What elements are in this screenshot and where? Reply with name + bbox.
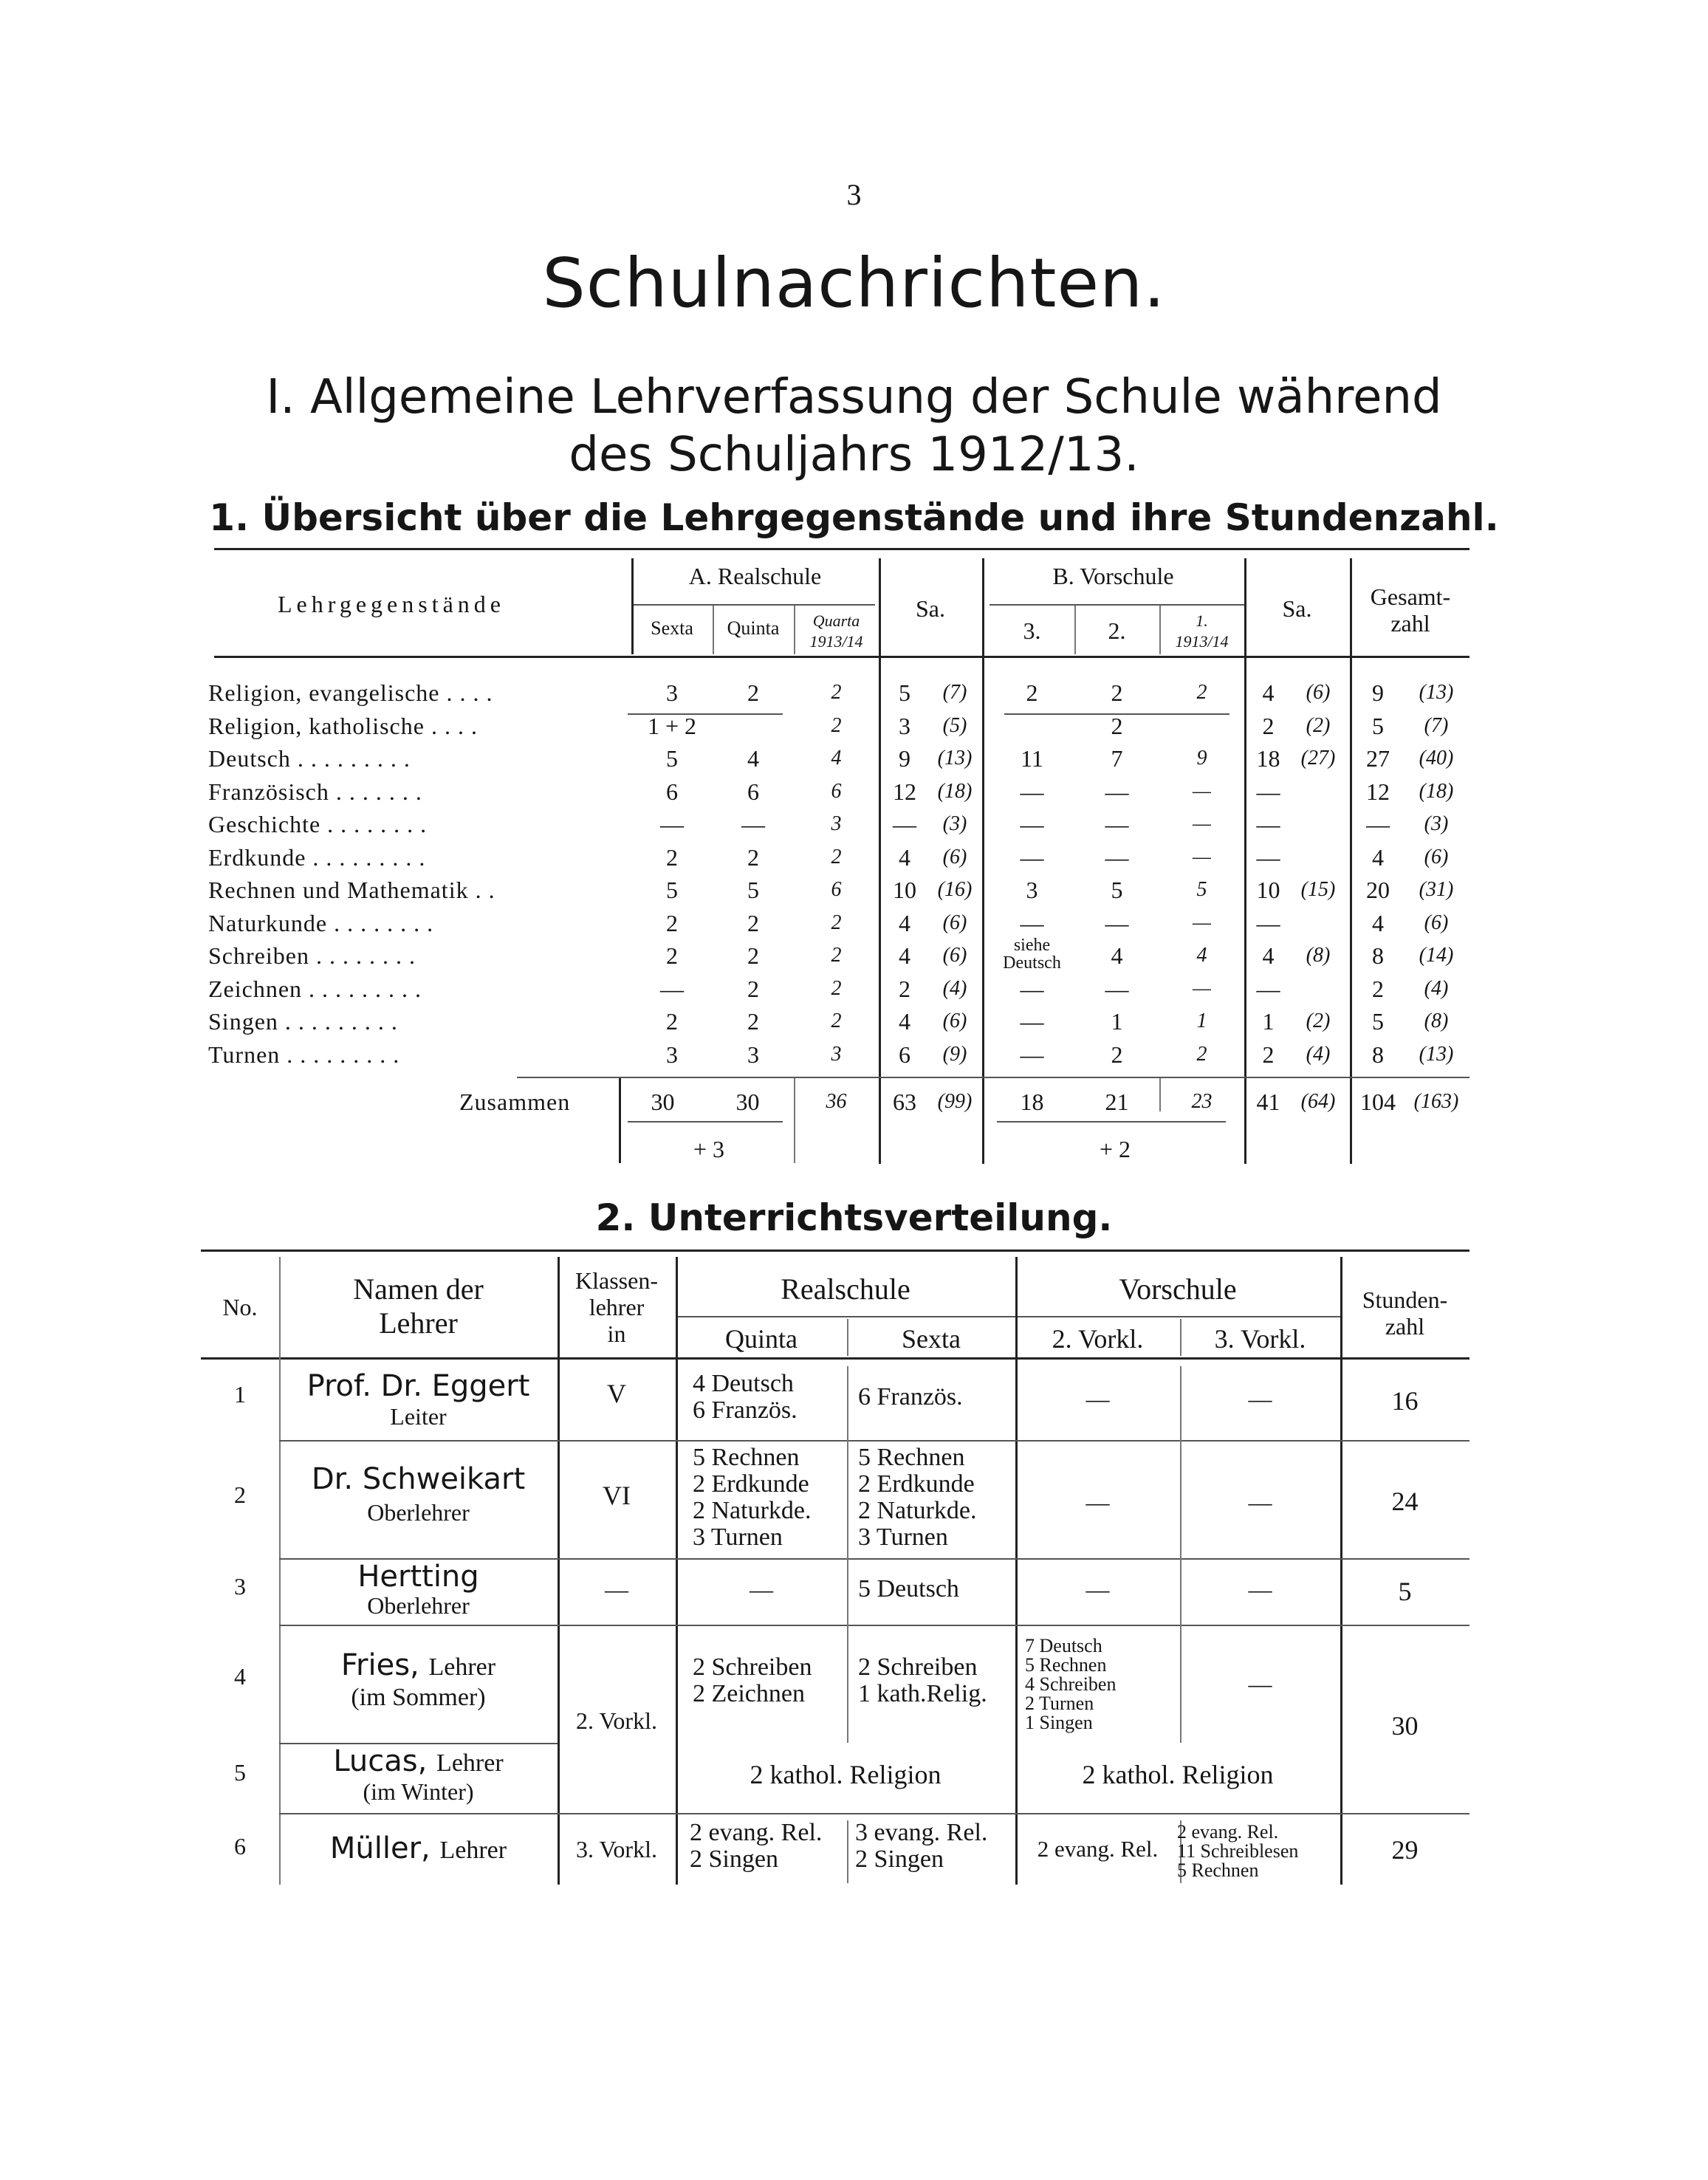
cell-total-p: (40) — [1419, 747, 1454, 769]
header-quinta: Quinta — [727, 617, 780, 639]
cell-quarta: 4 — [831, 747, 842, 769]
cell-quarta: 3 — [831, 1042, 842, 1066]
cell-sa: 4 — [899, 942, 910, 969]
cell-v1: — — [1193, 779, 1211, 803]
cell-sa-p: (7) — [942, 681, 967, 704]
sum-total: 104 — [1360, 1089, 1396, 1115]
cell-sa-p: (5) — [942, 713, 967, 737]
t2-row2-quinta: 5 Rechnen 2 Erdkunde 2 Naturkde. 3 Turnen — [693, 1444, 812, 1551]
t2-row6-sexta: 3 evang. Rel. 2 Singen — [855, 1819, 988, 1873]
cell-sa-p: (9) — [942, 1042, 967, 1066]
cell-sa2: — — [1256, 778, 1280, 805]
subject-label: Deutsch . . . . . . . . . — [208, 745, 411, 772]
cell-sa: 3 — [899, 712, 910, 739]
cell-sa-p: (6) — [942, 911, 967, 934]
header-v3: 3. — [1023, 617, 1041, 644]
t2-row45-klass: 2. Vorkl. — [576, 1707, 657, 1734]
cell-sa: 10 — [893, 877, 916, 903]
cell-v3: — — [1020, 975, 1044, 1002]
subject-label: Naturkunde . . . . . . . . — [208, 909, 434, 936]
cell-v2: 2 — [1111, 679, 1123, 706]
cell-v2: 2 — [1111, 1041, 1123, 1068]
cell-quinta: 2 — [747, 909, 759, 936]
t2-header-realschule: Realschule — [781, 1272, 910, 1306]
cell-v1: — — [1193, 845, 1211, 868]
t2-header-stunden-2: zahl — [1385, 1313, 1425, 1340]
cell-v3: — — [1020, 843, 1044, 871]
cell-quinta: 6 — [747, 778, 759, 805]
cell-sexta: 5 — [666, 745, 678, 772]
t2-row2-klass: VI — [603, 1481, 631, 1510]
cell-sa2: — — [1256, 843, 1280, 871]
cell-sa: 5 — [899, 679, 910, 706]
cell-total-p: (18) — [1419, 779, 1454, 803]
header-quarta: Quarta — [812, 611, 860, 630]
cell-quinta: 2 — [747, 679, 759, 706]
t2-row1-klass: V — [607, 1379, 626, 1408]
sum-sa: 63 — [893, 1089, 916, 1115]
cell-sexta: 6 — [666, 778, 678, 805]
cell-sa: 9 — [899, 745, 910, 772]
t2-row45-hours: 30 — [1391, 1711, 1419, 1741]
cell-v3: 11 — [1021, 745, 1043, 772]
cell-v2: — — [1105, 975, 1129, 1002]
cell-sa2-p: (27) — [1300, 747, 1336, 769]
cell-quinta: 4 — [747, 745, 759, 772]
t2-row1-v2: — — [1085, 1385, 1110, 1412]
cell-total: — — [1366, 811, 1390, 837]
cell-sa2-p: (8) — [1306, 944, 1331, 967]
t2-row4-v3: — — [1248, 1670, 1272, 1697]
t2-row1-no: 1 — [234, 1381, 246, 1408]
subject-label: Rechnen und Mathematik . . — [208, 877, 495, 903]
cell-sa2: 1 — [1262, 1008, 1275, 1035]
subject-label: Französisch . . . . . . . — [208, 778, 422, 805]
t2-row5-realschule: 2 kathol. Religion — [750, 1760, 942, 1789]
t2-row3-klass: — — [605, 1576, 628, 1603]
t2-header-sexta: Sexta — [902, 1324, 961, 1354]
header-v2: 2. — [1108, 617, 1126, 644]
cell-v3: siehe Deutsch — [1003, 936, 1061, 973]
cell-quarta: 2 — [831, 845, 842, 868]
t2-row4-quinta: 2 Schreiben 2 Zeichnen — [693, 1653, 812, 1707]
cell-sa: 4 — [899, 909, 910, 936]
heading-line-1: I. Allgemeine Lehrverfassung der Schule während — [266, 370, 1442, 425]
cell-v2: — — [1105, 778, 1129, 805]
cell-quinta: 5 — [747, 877, 759, 903]
cell-quarta: 2 — [831, 713, 842, 737]
t2-row4-name-main: Fries, — [340, 1648, 419, 1682]
cell-sa2: 18 — [1256, 745, 1280, 772]
cell-quarta: 2 — [831, 976, 842, 1000]
header-subjects: Lehrgegenstände — [278, 591, 505, 617]
cell-sexta: 1 + 2 — [647, 712, 697, 739]
cell-sa2: 2 — [1262, 1041, 1275, 1068]
cell-v3: 2 — [1026, 679, 1038, 706]
cell-v1: — — [1193, 976, 1211, 1000]
cell-total-p: (7) — [1424, 713, 1449, 737]
header-total-1: Gesamt- — [1370, 583, 1451, 610]
header-total-2: zahl — [1390, 610, 1430, 637]
header-group-b: B. Vorschule — [1052, 563, 1174, 589]
cell-total-p: (13) — [1419, 681, 1454, 704]
cell-v3: — — [1020, 811, 1044, 837]
section2-title: 2. Unterrichtsverteilung. — [595, 1196, 1113, 1239]
page-number: 3 — [846, 178, 862, 211]
t2-header-quinta: Quinta — [725, 1324, 798, 1354]
cell-sa2-p: (15) — [1300, 878, 1336, 901]
heading-line-2: des Schuljahrs 1912/13. — [569, 428, 1139, 482]
cell-v2: 5 — [1111, 877, 1123, 903]
t2-header-klass-1: Klassen- — [575, 1267, 658, 1294]
t2-row2-role: Oberlehrer — [367, 1499, 470, 1526]
cell-v1: — — [1193, 812, 1211, 835]
cell-total-p: (8) — [1424, 1010, 1449, 1032]
sum-sa2: 41 — [1256, 1089, 1280, 1115]
cell-total-p: (6) — [1424, 911, 1449, 934]
cell-sa-p: (4) — [942, 976, 967, 1000]
cell-sexta: 2 — [666, 843, 678, 871]
cell-v3: — — [1020, 778, 1044, 805]
t2-row6-v2: 2 evang. Rel. — [1037, 1836, 1159, 1862]
t2-row3-v3: — — [1248, 1576, 1272, 1603]
cell-v2: — — [1105, 843, 1129, 871]
cell-v2: — — [1105, 811, 1129, 837]
header-quarta-year: 1913/14 — [809, 632, 863, 651]
cell-sa-p: (6) — [942, 944, 967, 967]
cell-v1: 1 — [1196, 1010, 1207, 1032]
cell-v1: 5 — [1196, 878, 1207, 901]
cell-sa: 4 — [899, 1008, 910, 1035]
cell-sa2: — — [1256, 811, 1280, 837]
cell-sa2: 10 — [1256, 877, 1280, 903]
t2-row3-name: Hertting — [357, 1560, 479, 1594]
cell-total: 12 — [1366, 778, 1390, 805]
cell-total-p: (6) — [1424, 845, 1449, 868]
cell-total: 4 — [1372, 909, 1384, 936]
subject-label: Religion, katholische . . . . — [208, 712, 478, 739]
header-v1-year: 1913/14 — [1175, 632, 1229, 651]
cell-v2: 1 — [1111, 1008, 1123, 1035]
t2-row6-v3: 2 evang. Rel. 11 Schreiblesen 5 Rechnen — [1177, 1821, 1299, 1881]
t2-row3-no: 3 — [234, 1573, 246, 1600]
t2-row6-no: 6 — [234, 1833, 246, 1859]
t2-row4-no: 4 — [234, 1663, 246, 1690]
header-group-a: A. Realschule — [688, 563, 822, 589]
t2-header-vorkl3: 3. Vorkl. — [1214, 1324, 1306, 1354]
cell-sa-p: (18) — [937, 779, 973, 803]
header-v1: 1. — [1196, 611, 1208, 630]
cell-total: 5 — [1372, 712, 1384, 739]
cell-sa-p: (3) — [942, 812, 967, 835]
cell-sexta: 2 — [666, 909, 678, 936]
cell-quarta: 3 — [831, 812, 842, 835]
sum-extra-b: + 2 — [1099, 1136, 1131, 1162]
cell-v2: — — [1105, 909, 1129, 936]
t2-header-klass-3: in — [607, 1320, 626, 1347]
t2-row3-v2: — — [1085, 1576, 1110, 1603]
cell-v3: — — [1020, 909, 1044, 936]
cell-v3: — — [1020, 1041, 1044, 1068]
cell-sa2: — — [1256, 909, 1280, 936]
cell-total: 5 — [1372, 1008, 1384, 1035]
t2-row6-hours: 29 — [1391, 1835, 1419, 1865]
t2-row4-sexta: 2 Schreiben 1 kath.Relig. — [858, 1653, 987, 1707]
cell-sa-p: (6) — [942, 1010, 967, 1032]
header-sexta: Sexta — [651, 617, 693, 639]
cell-sa2-p: (2) — [1306, 713, 1331, 737]
cell-v1: 9 — [1196, 747, 1207, 769]
subject-label: Turnen . . . . . . . . . — [208, 1041, 400, 1068]
cell-quinta: 3 — [747, 1041, 759, 1068]
cell-sa2-p: (6) — [1306, 681, 1331, 704]
cell-total: 9 — [1372, 679, 1384, 706]
cell-sa: — — [893, 811, 916, 837]
section1-title: 1. Übersicht über die Lehrgegenstände und ihre Stundenzahl. — [209, 496, 1499, 539]
t2-row6-name — [279, 1831, 558, 1865]
t2-header-names-2: Lehrer — [379, 1306, 458, 1340]
cell-sa: 12 — [893, 778, 916, 805]
t2-row2-sexta: 5 Rechnen 2 Erdkunde 2 Naturkde. 3 Turnen — [858, 1444, 977, 1551]
page-title: Schulnachrichten. — [542, 244, 1166, 323]
cell-total-p: (3) — [1424, 812, 1449, 835]
t2-row2-v3: — — [1248, 1489, 1272, 1515]
t2-header-vorkl2: 2. Vorkl. — [1052, 1324, 1144, 1354]
cell-v3: — — [1020, 1008, 1044, 1035]
sum-quinta: 30 — [735, 1089, 760, 1115]
cell-v1: 4 — [1196, 944, 1207, 967]
t2-row1-role: Leiter — [390, 1403, 447, 1430]
t2-row2-v2: — — [1085, 1489, 1110, 1515]
cell-sa-p: (6) — [942, 845, 967, 868]
cell-sa2: 4 — [1262, 942, 1275, 969]
t2-row4-name-suffix: Lehrer — [428, 1653, 496, 1681]
sum-sa2-paren: (64) — [1300, 1090, 1336, 1113]
t2-row3-quinta: — — [750, 1576, 773, 1603]
t2-row6-klass: 3. Vorkl. — [576, 1836, 657, 1862]
cell-total: 20 — [1366, 877, 1390, 903]
t2-row4-v2: 7 Deutsch 5 Rechnen 4 Schreiben 2 Turnen 1 Singen — [1025, 1635, 1117, 1733]
t2-header-names-1: Namen der — [353, 1272, 484, 1306]
cell-total: 8 — [1372, 1041, 1384, 1068]
cell-sexta: 2 — [666, 942, 678, 969]
cell-quarta: 2 — [831, 1010, 842, 1032]
sum-v3: 18 — [1020, 1089, 1044, 1115]
cell-quinta: 2 — [747, 975, 759, 1002]
cell-sexta: 3 — [666, 1041, 678, 1068]
cell-quinta: 2 — [747, 1008, 759, 1035]
cell-sa2: — — [1256, 975, 1280, 1002]
t2-row1-sexta: 6 Französ. — [858, 1383, 963, 1411]
t2-row3-sexta: 5 Deutsch — [858, 1575, 959, 1603]
cell-sexta: — — [660, 975, 684, 1002]
t2-row5-role: (im Winter) — [363, 1778, 474, 1805]
cell-quinta: — — [741, 811, 765, 837]
sum-v1: 23 — [1191, 1090, 1213, 1113]
cell-total: 8 — [1372, 942, 1384, 969]
sum-label: Zusammen — [459, 1089, 571, 1115]
cell-total: 2 — [1372, 975, 1384, 1002]
t2-header-vorschule: Vorschule — [1119, 1272, 1237, 1306]
cell-v2: 4 — [1111, 942, 1123, 969]
t2-row2-no: 2 — [234, 1481, 246, 1508]
t2-row5-name — [279, 1744, 558, 1778]
cell-sa2: 2 — [1262, 712, 1275, 739]
cell-sa: 6 — [899, 1041, 910, 1068]
t2-row4-name — [279, 1648, 558, 1682]
subject-label: Schreiben . . . . . . . . — [208, 942, 416, 969]
cell-sexta: — — [660, 811, 684, 837]
cell-sexta: 5 — [666, 877, 678, 903]
cell-sexta: 2 — [666, 1008, 678, 1035]
cell-sexta: 3 — [666, 679, 678, 706]
cell-quarta: 6 — [831, 878, 842, 901]
header-sa: Sa. — [916, 595, 945, 622]
cell-total: 27 — [1366, 745, 1390, 772]
sum-total-paren: (163) — [1413, 1090, 1459, 1113]
subject-label: Religion, evangelische . . . . — [208, 679, 493, 706]
cell-quarta: 2 — [831, 944, 842, 967]
t2-header-no: No. — [222, 1294, 258, 1320]
cell-quinta: 2 — [747, 942, 759, 969]
sum-extra-a: + 3 — [693, 1136, 725, 1162]
t2-row6-quinta: 2 evang. Rel. 2 Singen — [690, 1819, 823, 1873]
t2-row6-name-main: Müller, — [329, 1831, 431, 1865]
cell-v1: 2 — [1196, 681, 1207, 704]
t2-row5-name-main: Lucas, — [333, 1744, 428, 1778]
t2-row3-role: Oberlehrer — [367, 1592, 470, 1619]
cell-v1: 2 — [1196, 1042, 1207, 1066]
cell-sa: 2 — [899, 975, 910, 1002]
subject-label: Zeichnen . . . . . . . . . — [208, 975, 422, 1002]
sum-sa-paren: (99) — [937, 1090, 973, 1113]
subject-label: Erdkunde . . . . . . . . . — [208, 843, 426, 871]
cell-sa: 4 — [899, 843, 910, 871]
t2-row5-vorschule: 2 kathol. Religion — [1082, 1760, 1274, 1789]
t2-header-stunden-1: Stunden- — [1362, 1286, 1448, 1313]
t2-row5-name-suffix: Lehrer — [436, 1749, 504, 1777]
cell-total-p: (13) — [1419, 1042, 1454, 1066]
cell-quinta: 2 — [747, 843, 759, 871]
cell-total-p: (4) — [1424, 976, 1449, 1000]
header-sa2: Sa. — [1282, 595, 1312, 622]
t2-row4-role: (im Sommer) — [351, 1684, 486, 1711]
sum-quarta: 36 — [826, 1090, 847, 1113]
cell-quarta: 2 — [831, 681, 842, 704]
t2-row6-name-suffix: Lehrer — [439, 1837, 507, 1864]
t2-row5-no: 5 — [234, 1759, 246, 1786]
subject-label: Geschichte . . . . . . . . — [208, 811, 428, 837]
sum-v2: 21 — [1105, 1089, 1129, 1115]
cell-total: 4 — [1372, 843, 1384, 871]
cell-quarta: 6 — [831, 779, 842, 803]
t2-row3-hours: 5 — [1398, 1577, 1412, 1606]
cell-v1: — — [1193, 911, 1211, 934]
t2-row2-hours: 24 — [1391, 1487, 1419, 1516]
t2-header-klass-2: lehrer — [589, 1294, 645, 1320]
sum-sexta: 30 — [651, 1089, 675, 1115]
cell-sa-p: (16) — [937, 878, 973, 901]
cell-sa-p: (13) — [937, 747, 973, 769]
t2-row1-name: Prof. Dr. Eggert — [306, 1369, 530, 1403]
cell-total-p: (31) — [1419, 878, 1454, 901]
t2-row1-v3: — — [1248, 1385, 1272, 1412]
cell-v3: 3 — [1026, 877, 1038, 903]
cell-sa2-p: (2) — [1306, 1010, 1331, 1032]
subject-label: Singen . . . . . . . . . — [208, 1008, 398, 1035]
t2-row1-hours: 16 — [1391, 1386, 1419, 1416]
cell-total-p: (14) — [1419, 944, 1454, 967]
cell-sa2: 4 — [1262, 679, 1275, 706]
t2-row1-quinta: 4 Deutsch 6 Französ. — [693, 1370, 798, 1424]
cell-quarta: 2 — [831, 911, 842, 934]
cell-v2: 2 — [1111, 712, 1123, 739]
cell-sa2-p: (4) — [1306, 1042, 1331, 1066]
cell-v2: 7 — [1111, 745, 1123, 772]
t2-row2-name: Dr. Schweikart — [311, 1462, 526, 1496]
